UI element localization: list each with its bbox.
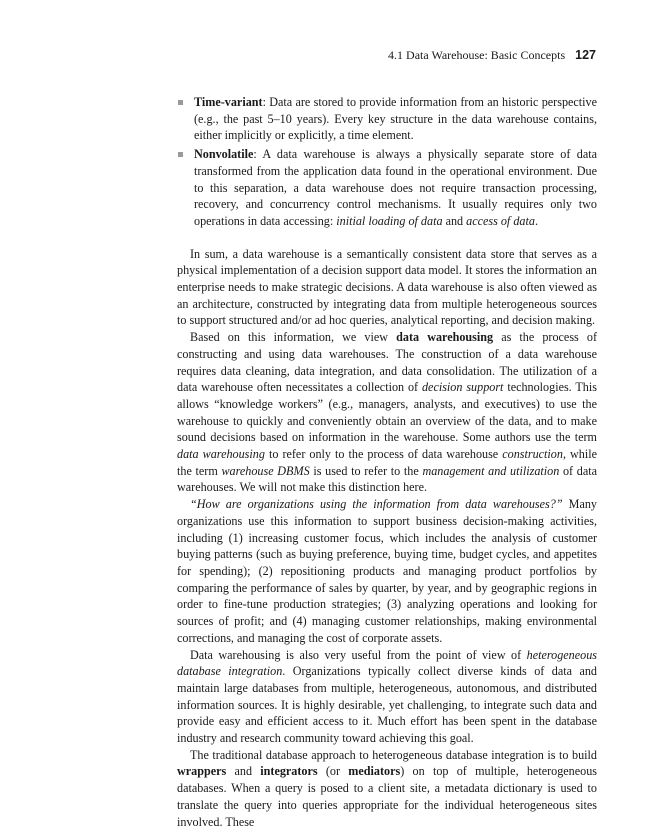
running-title: 4.1 Data Warehouse: Basic Concepts xyxy=(388,48,566,62)
text-run: . Organizations typically collect diverse kinds of data and maintain large databases from multiple, heterogeneous, autonomous, and distributed information sources. It is highly desirable, yet challenging, to integrate such data and provide easy and efficient access to it. Much effort has been spent in the database industry and research community toward achieving this goal. xyxy=(177,664,597,746)
emphasis: warehouse DBMS xyxy=(221,463,310,478)
text-run: Data warehousing is also very useful from the point of view of xyxy=(190,647,527,662)
bullet-list xyxy=(177,94,597,230)
bullet-text: : Data are stored to provide information from an historic perspective (e.g., the past 5–10 years). Every key structure in the data warehouse contains, either implicitly or explicitly, a time element. xyxy=(194,95,597,143)
section-gap xyxy=(177,232,597,246)
text-run: Many organizations use this information to support business decision-making activities, including (1) increasing customer focus, which includes the analysis of customer buying patterns (such as buying preference, buying time, budget cycles, and appetites for spending); (2) repositioning products and managing product portfolios by comparing the performance of sales by quarter, by year, and by geographic regions in order to fine-tune production strategies; (3) analyzing operations and looking for sources of profit; and (4) managing customer relationships, making environmental corrections, and managing the cost of corporate assets. xyxy=(177,497,597,645)
bullet-item-nonvolatile xyxy=(177,146,597,230)
page-body xyxy=(177,94,597,830)
text-run: technologies. This allows “knowledge workers” (e.g., managers, analysts, and executives) to use the warehouse to quickly and conveniently obtain an overview of the data, and to make sound decisions based on information in the warehouse. Some authors use the term xyxy=(177,380,597,445)
text-run: to refer only to the process of data warehouse xyxy=(264,447,503,462)
text-run: as the process of constructing and using data warehouses. The construction of a data warehouse requires data cleaning, data integration, and data consolidation. The utilization of a data warehouse often necessitates a collection of xyxy=(177,330,597,395)
paragraph-summary: In sum, a data warehouse is a semantically consistent data store that serves as a physical implementation of a decision support data model. It stores the information an enterprise needs to make strategic decisions. A data warehouse is also often viewed as an architecture, constructed by integrating data from multiple heterogeneous sources to support structured and/or ad hoc queries, analytical reporting, and decision making. xyxy=(177,246,597,328)
paragraph-traditional-approach xyxy=(177,747,597,830)
key-term: wrappers xyxy=(177,764,227,779)
emphasis-question: “How are organizations using the information from data warehouses?” xyxy=(190,497,563,512)
bullet-term: Time-variant xyxy=(194,95,263,109)
emphasis: heterogeneous database integration xyxy=(177,647,597,679)
key-term: mediators xyxy=(348,764,401,779)
emphasis: decision support xyxy=(421,380,504,395)
paragraph-data-warehousing xyxy=(177,329,597,496)
emphasis: access of data xyxy=(466,213,535,228)
emphasis: initial loading of data xyxy=(336,213,443,228)
emphasis: management and utilization xyxy=(422,463,560,478)
text-run: The traditional database approach to heterogeneous database integration is to build xyxy=(190,747,597,762)
text-run: ) on top of multiple, heterogeneous databases. When a query is posed to a client site, a metadata dictionary is used to translate the query into queries appropriate for the individual heterogeneous sites involved. These xyxy=(177,764,597,829)
running-header xyxy=(0,47,596,63)
bullet-term: Nonvolatile xyxy=(194,147,254,162)
emphasis: data warehousing xyxy=(177,447,265,462)
paragraph-organizations xyxy=(177,496,597,646)
emphasis: construction xyxy=(502,447,563,462)
paragraph-integration xyxy=(177,647,597,747)
key-term: integrators xyxy=(260,764,318,779)
text-run: and xyxy=(226,764,261,779)
text-run: (or xyxy=(317,764,349,779)
bullet-item-time-variant xyxy=(177,94,597,144)
bullet-text: : A data warehouse is always a physically separate store of data transformed from the application data found in the operational environment. Due to this separation, a data warehouse does not require transaction processing, recovery, and concurrency control mechanisms. It usually requires only two operations in data accessing: xyxy=(194,147,597,228)
text-run: Based on this information, we view xyxy=(190,330,397,345)
square-bullet-icon xyxy=(178,100,183,105)
key-term: data warehousing xyxy=(396,330,494,345)
page-number: 127 xyxy=(575,48,596,62)
bullet-text: . xyxy=(534,213,538,228)
square-bullet-icon xyxy=(178,152,183,157)
text-run: of data warehouses. We will not make this distinction here. xyxy=(177,463,597,495)
text-run: , while the term xyxy=(177,447,598,478)
text-run: is used to refer to the xyxy=(309,463,423,478)
bullet-text: and xyxy=(442,213,467,228)
